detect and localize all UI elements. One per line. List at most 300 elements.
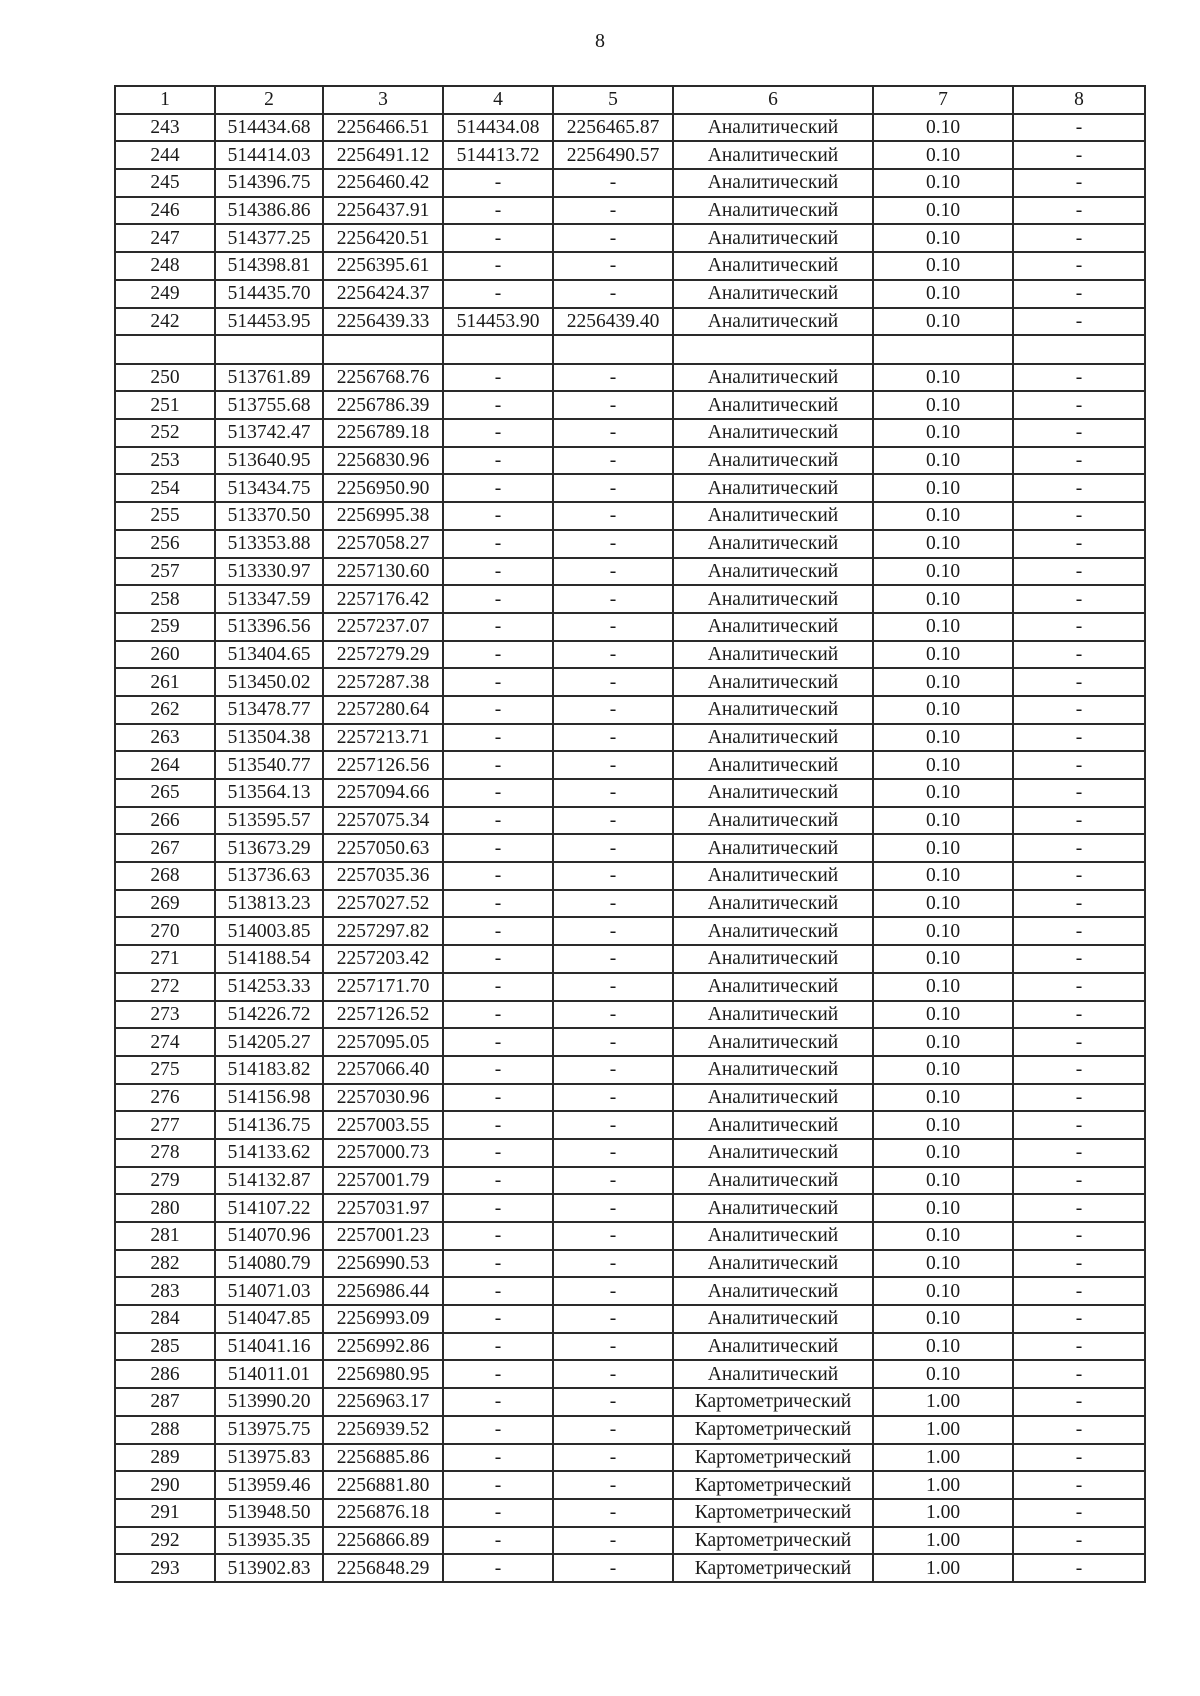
x-coordinate-cell: 514188.54 — [215, 945, 323, 973]
note-cell: - — [1013, 280, 1145, 308]
method-cell: Картометрический — [673, 1527, 873, 1555]
point-number-cell: 268 — [115, 862, 215, 890]
x-prev-coordinate-cell: - — [443, 1527, 553, 1555]
method-cell: Аналитический — [673, 862, 873, 890]
method-cell — [673, 335, 873, 364]
x-coordinate-cell: 513347.59 — [215, 585, 323, 613]
table-row — [115, 252, 1145, 280]
x-prev-coordinate-cell: - — [443, 585, 553, 613]
note-cell: - — [1013, 1554, 1145, 1582]
accuracy-cell: 1.00 — [873, 1499, 1013, 1527]
x-prev-coordinate-cell: - — [443, 1388, 553, 1416]
point-number-cell: 293 — [115, 1554, 215, 1582]
y-coordinate-cell: 2257031.97 — [323, 1194, 443, 1222]
x-prev-coordinate-cell: - — [443, 447, 553, 475]
note-cell: - — [1013, 834, 1145, 862]
y-coordinate-cell: 2256963.17 — [323, 1388, 443, 1416]
table-row — [115, 751, 1145, 779]
accuracy-cell: 0.10 — [873, 391, 1013, 419]
x-prev-coordinate-cell: - — [443, 1554, 553, 1582]
accuracy-cell: 0.10 — [873, 945, 1013, 973]
method-cell: Аналитический — [673, 474, 873, 502]
table-body — [115, 114, 1145, 1582]
y-coordinate-cell: 2257280.64 — [323, 696, 443, 724]
point-number-cell — [115, 335, 215, 364]
method-cell: Аналитический — [673, 1360, 873, 1388]
table-header — [115, 86, 1145, 114]
y-prev-coordinate-cell — [553, 335, 673, 364]
method-cell: Аналитический — [673, 1056, 873, 1084]
y-coordinate-cell: 2256980.95 — [323, 1360, 443, 1388]
method-cell: Аналитический — [673, 502, 873, 530]
x-prev-coordinate-cell: - — [443, 1499, 553, 1527]
y-prev-coordinate-cell: - — [553, 751, 673, 779]
method-cell: Аналитический — [673, 1333, 873, 1361]
accuracy-cell: 0.10 — [873, 641, 1013, 669]
point-number-cell: 274 — [115, 1028, 215, 1056]
accuracy-cell: 0.10 — [873, 1139, 1013, 1167]
x-prev-coordinate-cell: - — [443, 1305, 553, 1333]
method-cell: Аналитический — [673, 1111, 873, 1139]
x-coordinate-cell: 514205.27 — [215, 1028, 323, 1056]
x-prev-coordinate-cell: - — [443, 779, 553, 807]
note-cell: - — [1013, 668, 1145, 696]
table-row — [115, 834, 1145, 862]
point-number-cell: 283 — [115, 1277, 215, 1305]
x-coordinate-cell: 514414.03 — [215, 141, 323, 169]
y-coordinate-cell: 2257027.52 — [323, 890, 443, 918]
y-coordinate-cell: 2256866.89 — [323, 1527, 443, 1555]
y-prev-coordinate-cell: - — [553, 696, 673, 724]
note-cell: - — [1013, 696, 1145, 724]
x-prev-coordinate-cell: - — [443, 558, 553, 586]
point-number-cell: 242 — [115, 308, 215, 336]
x-prev-coordinate-cell: - — [443, 1333, 553, 1361]
accuracy-cell: 1.00 — [873, 1444, 1013, 1472]
table-row — [115, 169, 1145, 197]
y-prev-coordinate-cell: - — [553, 834, 673, 862]
accuracy-cell: 0.10 — [873, 1056, 1013, 1084]
x-prev-coordinate-cell: 514434.08 — [443, 114, 553, 142]
y-coordinate-cell: 2256990.53 — [323, 1250, 443, 1278]
x-prev-coordinate-cell: - — [443, 807, 553, 835]
y-prev-coordinate-cell: - — [553, 1084, 673, 1112]
method-cell: Аналитический — [673, 197, 873, 225]
x-prev-coordinate-cell: - — [443, 641, 553, 669]
accuracy-cell: 0.10 — [873, 419, 1013, 447]
note-cell: - — [1013, 1444, 1145, 1472]
method-cell: Аналитический — [673, 973, 873, 1001]
accuracy-cell: 0.10 — [873, 973, 1013, 1001]
y-prev-coordinate-cell: - — [553, 973, 673, 1001]
x-prev-coordinate-cell: - — [443, 1167, 553, 1195]
x-prev-coordinate-cell: - — [443, 973, 553, 1001]
accuracy-cell: 0.10 — [873, 474, 1013, 502]
note-cell: - — [1013, 474, 1145, 502]
x-coordinate-cell: 513975.83 — [215, 1444, 323, 1472]
column-header-2: 2 — [215, 86, 323, 114]
accuracy-cell: 0.10 — [873, 447, 1013, 475]
x-coordinate-cell: 514003.85 — [215, 917, 323, 945]
method-cell: Аналитический — [673, 530, 873, 558]
point-number-cell: 263 — [115, 724, 215, 752]
table-row — [115, 197, 1145, 225]
y-coordinate-cell: 2257176.42 — [323, 585, 443, 613]
method-cell: Аналитический — [673, 890, 873, 918]
x-coordinate-cell: 514253.33 — [215, 973, 323, 1001]
point-number-cell: 256 — [115, 530, 215, 558]
accuracy-cell: 0.10 — [873, 807, 1013, 835]
table-row — [115, 1305, 1145, 1333]
x-coordinate-cell: 514132.87 — [215, 1167, 323, 1195]
table-row — [115, 1360, 1145, 1388]
y-coordinate-cell: 2256848.29 — [323, 1554, 443, 1582]
x-prev-coordinate-cell: - — [443, 834, 553, 862]
accuracy-cell: 0.10 — [873, 1222, 1013, 1250]
x-prev-coordinate-cell: - — [443, 751, 553, 779]
y-prev-coordinate-cell: - — [553, 447, 673, 475]
x-coordinate-cell: 513959.46 — [215, 1471, 323, 1499]
table-row — [115, 447, 1145, 475]
table-row — [115, 1084, 1145, 1112]
table-row — [115, 1499, 1145, 1527]
x-prev-coordinate-cell: - — [443, 1139, 553, 1167]
x-coordinate-cell: 514386.86 — [215, 197, 323, 225]
table-row — [115, 1250, 1145, 1278]
note-cell: - — [1013, 1527, 1145, 1555]
point-number-cell: 269 — [115, 890, 215, 918]
table-row — [115, 1416, 1145, 1444]
x-coordinate-cell: 513450.02 — [215, 668, 323, 696]
accuracy-cell: 0.10 — [873, 1194, 1013, 1222]
accuracy-cell: 0.10 — [873, 1360, 1013, 1388]
y-prev-coordinate-cell: - — [553, 1527, 673, 1555]
point-number-cell: 253 — [115, 447, 215, 475]
accuracy-cell: 0.10 — [873, 613, 1013, 641]
y-coordinate-cell: 2256491.12 — [323, 141, 443, 169]
accuracy-cell: 0.10 — [873, 917, 1013, 945]
y-prev-coordinate-cell: - — [553, 890, 673, 918]
note-cell: - — [1013, 1139, 1145, 1167]
method-cell: Аналитический — [673, 641, 873, 669]
x-coordinate-cell: 514133.62 — [215, 1139, 323, 1167]
y-coordinate-cell: 2256995.38 — [323, 502, 443, 530]
accuracy-cell: 0.10 — [873, 668, 1013, 696]
x-coordinate-cell: 513755.68 — [215, 391, 323, 419]
point-number-cell: 266 — [115, 807, 215, 835]
y-coordinate-cell: 2257126.56 — [323, 751, 443, 779]
y-prev-coordinate-cell: - — [553, 641, 673, 669]
y-coordinate-cell: 2256830.96 — [323, 447, 443, 475]
point-number-cell: 267 — [115, 834, 215, 862]
method-cell: Картометрический — [673, 1554, 873, 1582]
note-cell: - — [1013, 1499, 1145, 1527]
method-cell: Аналитический — [673, 391, 873, 419]
column-header-1: 1 — [115, 86, 215, 114]
accuracy-cell: 0.10 — [873, 224, 1013, 252]
y-prev-coordinate-cell: - — [553, 613, 673, 641]
accuracy-cell: 0.10 — [873, 1111, 1013, 1139]
method-cell: Аналитический — [673, 280, 873, 308]
y-prev-coordinate-cell: - — [553, 668, 673, 696]
x-coordinate-cell: 514071.03 — [215, 1277, 323, 1305]
accuracy-cell: 0.10 — [873, 308, 1013, 336]
method-cell: Аналитический — [673, 1028, 873, 1056]
table-row — [115, 1444, 1145, 1472]
x-coordinate-cell: 513990.20 — [215, 1388, 323, 1416]
table-row — [115, 364, 1145, 392]
note-cell: - — [1013, 141, 1145, 169]
table-row — [115, 641, 1145, 669]
y-prev-coordinate-cell: - — [553, 1333, 673, 1361]
y-coordinate-cell: 2256876.18 — [323, 1499, 443, 1527]
x-coordinate-cell: 514041.16 — [215, 1333, 323, 1361]
accuracy-cell: 0.10 — [873, 779, 1013, 807]
point-number-cell: 259 — [115, 613, 215, 641]
accuracy-cell: 0.10 — [873, 530, 1013, 558]
accuracy-cell: 0.10 — [873, 724, 1013, 752]
method-cell: Аналитический — [673, 696, 873, 724]
y-coordinate-cell: 2256885.86 — [323, 1444, 443, 1472]
column-header-4: 4 — [443, 86, 553, 114]
method-cell: Аналитический — [673, 1250, 873, 1278]
x-coordinate-cell: 514156.98 — [215, 1084, 323, 1112]
y-coordinate-cell: 2257203.42 — [323, 945, 443, 973]
y-prev-coordinate-cell: - — [553, 1111, 673, 1139]
x-prev-coordinate-cell: - — [443, 1222, 553, 1250]
x-coordinate-cell: 514080.79 — [215, 1250, 323, 1278]
y-coordinate-cell: 2257126.52 — [323, 1001, 443, 1029]
table-row — [115, 335, 1145, 364]
x-coordinate-cell: 514226.72 — [215, 1001, 323, 1029]
method-cell: Аналитический — [673, 613, 873, 641]
x-coordinate-cell: 514047.85 — [215, 1305, 323, 1333]
point-number-cell: 262 — [115, 696, 215, 724]
point-number-cell: 243 — [115, 114, 215, 142]
table-row — [115, 696, 1145, 724]
note-cell: - — [1013, 1416, 1145, 1444]
y-prev-coordinate-cell: - — [553, 585, 673, 613]
y-coordinate-cell: 2256789.18 — [323, 419, 443, 447]
table-row — [115, 530, 1145, 558]
column-header-8: 8 — [1013, 86, 1145, 114]
accuracy-cell: 0.10 — [873, 751, 1013, 779]
x-coordinate-cell: 513902.83 — [215, 1554, 323, 1582]
table-row — [115, 1554, 1145, 1582]
x-coordinate-cell: 514070.96 — [215, 1222, 323, 1250]
column-header-6: 6 — [673, 86, 873, 114]
accuracy-cell: 0.10 — [873, 1028, 1013, 1056]
point-number-cell: 270 — [115, 917, 215, 945]
x-prev-coordinate-cell: - — [443, 890, 553, 918]
accuracy-cell: 1.00 — [873, 1554, 1013, 1582]
y-coordinate-cell: 2257050.63 — [323, 834, 443, 862]
method-cell: Аналитический — [673, 1084, 873, 1112]
note-cell: - — [1013, 613, 1145, 641]
note-cell: - — [1013, 1277, 1145, 1305]
y-coordinate-cell — [323, 335, 443, 364]
y-coordinate-cell: 2257003.55 — [323, 1111, 443, 1139]
y-prev-coordinate-cell: - — [553, 558, 673, 586]
note-cell: - — [1013, 391, 1145, 419]
point-number-cell: 282 — [115, 1250, 215, 1278]
note-cell: - — [1013, 751, 1145, 779]
header-row — [115, 86, 1145, 114]
method-cell: Аналитический — [673, 252, 873, 280]
table-row — [115, 1139, 1145, 1167]
x-prev-coordinate-cell: - — [443, 1416, 553, 1444]
table-row — [115, 668, 1145, 696]
x-coordinate-cell: 514183.82 — [215, 1056, 323, 1084]
y-coordinate-cell: 2257279.29 — [323, 641, 443, 669]
method-cell: Картометрический — [673, 1471, 873, 1499]
note-cell: - — [1013, 364, 1145, 392]
y-prev-coordinate-cell: - — [553, 724, 673, 752]
note-cell: - — [1013, 1222, 1145, 1250]
y-prev-coordinate-cell: - — [553, 1167, 673, 1195]
accuracy-cell: 0.10 — [873, 252, 1013, 280]
y-prev-coordinate-cell: - — [553, 1499, 673, 1527]
y-prev-coordinate-cell: - — [553, 1471, 673, 1499]
column-header-7: 7 — [873, 86, 1013, 114]
x-coordinate-cell: 513353.88 — [215, 530, 323, 558]
note-cell: - — [1013, 973, 1145, 1001]
note-cell: - — [1013, 1001, 1145, 1029]
y-coordinate-cell: 2257001.79 — [323, 1167, 443, 1195]
x-prev-coordinate-cell: - — [443, 364, 553, 392]
point-number-cell: 288 — [115, 1416, 215, 1444]
note-cell: - — [1013, 502, 1145, 530]
note-cell: - — [1013, 1360, 1145, 1388]
accuracy-cell: 0.10 — [873, 364, 1013, 392]
y-coordinate-cell: 2256950.90 — [323, 474, 443, 502]
x-prev-coordinate-cell: - — [443, 419, 553, 447]
x-coordinate-cell: 513564.13 — [215, 779, 323, 807]
x-coordinate-cell: 514011.01 — [215, 1360, 323, 1388]
point-number-cell: 287 — [115, 1388, 215, 1416]
point-number-cell: 292 — [115, 1527, 215, 1555]
table-row — [115, 1167, 1145, 1195]
y-prev-coordinate-cell: - — [553, 1139, 673, 1167]
y-coordinate-cell: 2257095.05 — [323, 1028, 443, 1056]
note-cell: - — [1013, 252, 1145, 280]
x-prev-coordinate-cell: - — [443, 613, 553, 641]
method-cell: Аналитический — [673, 114, 873, 142]
method-cell: Аналитический — [673, 558, 873, 586]
table-row — [115, 779, 1145, 807]
note-cell: - — [1013, 1056, 1145, 1084]
note-cell: - — [1013, 1084, 1145, 1112]
point-number-cell: 285 — [115, 1333, 215, 1361]
point-number-cell: 284 — [115, 1305, 215, 1333]
x-coordinate-cell: 513504.38 — [215, 724, 323, 752]
y-prev-coordinate-cell: - — [553, 1056, 673, 1084]
y-prev-coordinate-cell: - — [553, 197, 673, 225]
point-number-cell: 251 — [115, 391, 215, 419]
x-coordinate-cell: 513640.95 — [215, 447, 323, 475]
y-coordinate-cell: 2256786.39 — [323, 391, 443, 419]
table-row — [115, 1527, 1145, 1555]
note-cell: - — [1013, 724, 1145, 752]
point-number-cell: 272 — [115, 973, 215, 1001]
method-cell: Аналитический — [673, 834, 873, 862]
y-prev-coordinate-cell: 2256439.40 — [553, 308, 673, 336]
y-coordinate-cell: 2257130.60 — [323, 558, 443, 586]
table-row — [115, 502, 1145, 530]
y-prev-coordinate-cell: - — [553, 1305, 673, 1333]
x-prev-coordinate-cell — [443, 335, 553, 364]
x-prev-coordinate-cell: - — [443, 169, 553, 197]
method-cell: Аналитический — [673, 945, 873, 973]
point-number-cell: 257 — [115, 558, 215, 586]
x-coordinate-cell: 513396.56 — [215, 613, 323, 641]
x-prev-coordinate-cell: 514413.72 — [443, 141, 553, 169]
note-cell: - — [1013, 917, 1145, 945]
y-coordinate-cell: 2256424.37 — [323, 280, 443, 308]
table-row — [115, 945, 1145, 973]
method-cell: Картометрический — [673, 1416, 873, 1444]
x-prev-coordinate-cell: - — [443, 502, 553, 530]
accuracy-cell: 0.10 — [873, 169, 1013, 197]
x-prev-coordinate-cell: - — [443, 917, 553, 945]
accuracy-cell — [873, 335, 1013, 364]
x-coordinate-cell: 513478.77 — [215, 696, 323, 724]
accuracy-cell: 1.00 — [873, 1471, 1013, 1499]
point-number-cell: 245 — [115, 169, 215, 197]
accuracy-cell: 0.10 — [873, 585, 1013, 613]
page-number: 8 — [595, 30, 605, 52]
accuracy-cell: 1.00 — [873, 1416, 1013, 1444]
table-row — [115, 1056, 1145, 1084]
y-coordinate-cell: 2256993.09 — [323, 1305, 443, 1333]
point-number-cell: 250 — [115, 364, 215, 392]
x-coordinate-cell: 513540.77 — [215, 751, 323, 779]
table-row — [115, 419, 1145, 447]
y-prev-coordinate-cell: - — [553, 169, 673, 197]
x-coordinate-cell: 514434.68 — [215, 114, 323, 142]
y-prev-coordinate-cell: - — [553, 807, 673, 835]
point-number-cell: 252 — [115, 419, 215, 447]
accuracy-cell: 0.10 — [873, 1305, 1013, 1333]
x-coordinate-cell: 513370.50 — [215, 502, 323, 530]
y-prev-coordinate-cell: - — [553, 224, 673, 252]
method-cell: Аналитический — [673, 447, 873, 475]
y-prev-coordinate-cell: - — [553, 474, 673, 502]
method-cell: Картометрический — [673, 1499, 873, 1527]
accuracy-cell: 1.00 — [873, 1527, 1013, 1555]
y-prev-coordinate-cell: - — [553, 502, 673, 530]
point-number-cell: 279 — [115, 1167, 215, 1195]
table-row — [115, 890, 1145, 918]
method-cell: Аналитический — [673, 917, 873, 945]
table-row — [115, 391, 1145, 419]
accuracy-cell: 0.10 — [873, 502, 1013, 530]
column-header-5: 5 — [553, 86, 673, 114]
table-row — [115, 308, 1145, 336]
table-row — [115, 1471, 1145, 1499]
y-prev-coordinate-cell: - — [553, 1250, 673, 1278]
method-cell: Картометрический — [673, 1388, 873, 1416]
x-prev-coordinate-cell: - — [443, 474, 553, 502]
accuracy-cell: 0.10 — [873, 1333, 1013, 1361]
column-header-3: 3 — [323, 86, 443, 114]
note-cell: - — [1013, 1250, 1145, 1278]
accuracy-cell: 0.10 — [873, 280, 1013, 308]
x-prev-coordinate-cell: - — [443, 1360, 553, 1388]
point-number-cell: 264 — [115, 751, 215, 779]
method-cell: Картометрический — [673, 1444, 873, 1472]
note-cell: - — [1013, 1167, 1145, 1195]
